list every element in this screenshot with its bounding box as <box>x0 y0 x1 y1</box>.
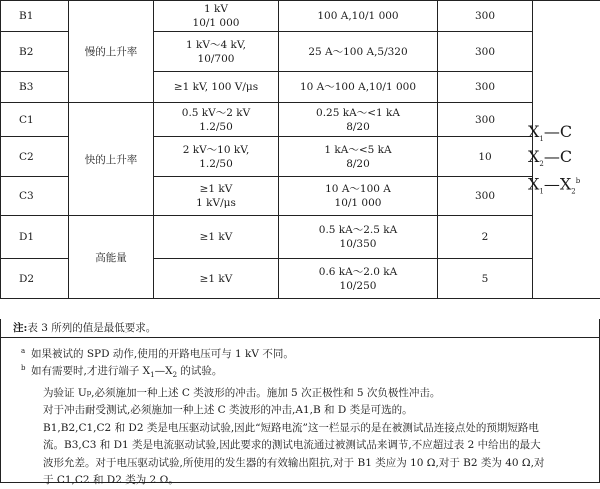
category-code: B3 <box>1 72 69 103</box>
current-cell: 0.6 kA～2.0 kA 10/250 <box>279 259 438 299</box>
table-row <box>1 1 600 32</box>
note-line: 为验证 U p ,必须施加一种上述 C 类波形的冲击。施加 5 次正极性和 5 次负极性冲击。 <box>13 385 587 402</box>
category-slow-rise: 慢的上升率 <box>69 1 154 103</box>
voltage-cell: ≥1 kV <box>154 216 279 259</box>
note-line: B1,B2,C1,C2 和 D2 类是电压驱动试验,因此“短路电流”这一栏显示的是在被测试品连接点处的预期短路电 <box>13 420 587 437</box>
note-body <box>1 338 599 489</box>
count-cell: 300 <box>438 72 533 103</box>
terminal-pair: $X_2—C$ <box>528 148 600 173</box>
count-cell: 300 <box>438 1 533 32</box>
terminal-pair: $X_1—X_2^b$ <box>528 173 600 201</box>
voltage-cell: 0.5 kV～2 kV 1.2/50 <box>154 103 279 137</box>
category-high-energy: 高能量 <box>69 216 154 299</box>
footnote-a: a 如果被试的 SPD 动作,使用的开路电压可与 1 kV 不同。 <box>13 346 587 363</box>
table-notes <box>0 319 600 483</box>
count-cell: 10 <box>438 137 533 177</box>
note-line: 流。B3,C3 和 D1 类是电流驱动试验,因此要求的测试电流通过被测试品来调节,不应超过表 2 中给出的最大 <box>13 437 587 454</box>
note-line: 对于冲击耐受测试,必须施加一种上述 C 类波形的冲击,A1,B 和 D 类是可选的。 <box>13 402 587 419</box>
voltage-cell: 1 kV～4 kV, 10/700 <box>154 32 279 72</box>
category-code: B1 <box>1 1 69 32</box>
category-code: C2 <box>1 137 69 177</box>
current-cell: 0.25 kA～<1 kA 8/20 <box>279 103 438 137</box>
footnote-b: b 如有需要时,才进行端子 $X_1—X_2$ 的试验。 <box>13 363 587 385</box>
current-cell: 10 A～100 A 10/1 000 <box>279 177 438 216</box>
voltage-cell: ≥1 kV 1 kV/μs <box>154 177 279 216</box>
category-code: B2 <box>1 32 69 72</box>
current-cell: 1 kA～<5 kA 8/20 <box>279 137 438 177</box>
voltage-cell: ≥1 kV <box>154 259 279 299</box>
count-cell: 300 <box>438 32 533 72</box>
category-fast-rise: 快的上升率 <box>69 103 154 216</box>
category-code: C1 <box>1 103 69 137</box>
current-cell: 100 A,10/1 000 <box>279 1 438 32</box>
current-cell: 10 A～100 A,10/1 000 <box>279 72 438 103</box>
count-cell: 300 <box>438 177 533 216</box>
voltage-cell: 2 kV～10 kV, 1.2/50 <box>154 137 279 177</box>
current-cell: 0.5 kA～2.5 kA 10/350 <box>279 216 438 259</box>
category-code: D2 <box>1 259 69 299</box>
count-cell: 300 <box>438 103 533 137</box>
voltage-cell: ≥1 kV, 100 V/μs <box>154 72 279 103</box>
current-cell: 25 A～100 A,5/320 <box>279 32 438 72</box>
voltage-cell: 1 kV 10/1 000 <box>154 1 279 32</box>
note-header: 注:表 3 所列的值是最低要求。 <box>1 319 599 338</box>
count-cell: 2 <box>438 216 533 259</box>
category-code: D1 <box>1 216 69 259</box>
terminal-list <box>510 123 600 201</box>
category-code: C3 <box>1 177 69 216</box>
note-line: 波形允差。对于电压驱动试验,所使用的发生器的有效输出阻抗,对于 B1 类应为 10 Ω,对于 B2 类为 40 Ω,对 <box>13 455 587 472</box>
terminal-pair: $X_1—C$ <box>528 123 600 148</box>
table-row <box>1 216 600 259</box>
count-cell: 5 <box>438 259 533 299</box>
note-line: 于 C1,C2 和 D2 类为 2 Ω。 <box>13 472 587 489</box>
